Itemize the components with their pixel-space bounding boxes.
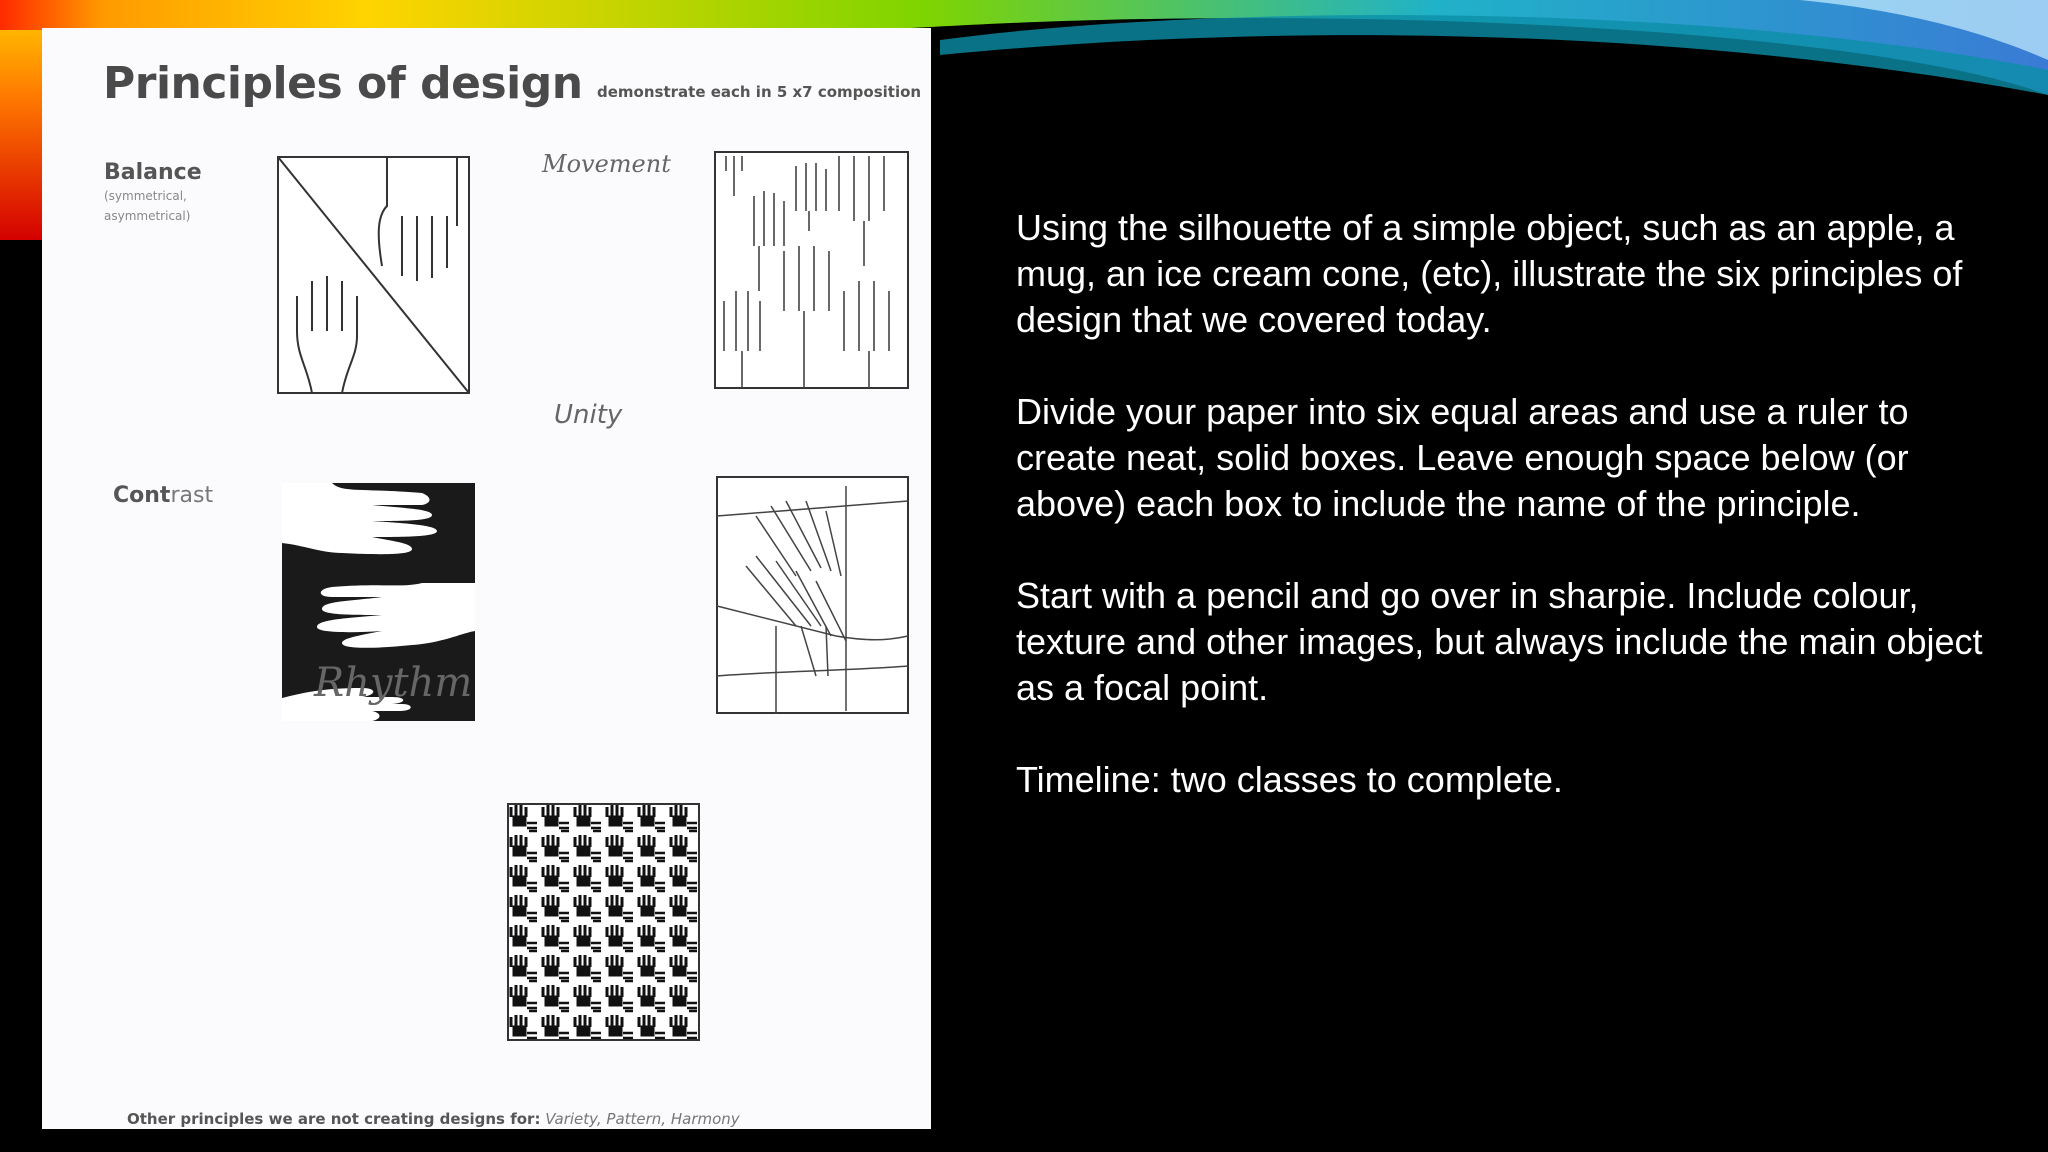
balance-box [277,156,470,394]
repeating-hands-pattern-icon [507,803,700,1041]
balance-note-line1: (symmetrical, [104,189,187,203]
movement-box [714,151,909,389]
overlapping-hands-icon [716,476,909,714]
balance-note [104,186,190,226]
balance-note-line2: asymmetrical) [104,209,191,223]
instruction-paragraph-1: Using the silhouette of a simple object, such as an apple, a mug, an ice cream cone, (etc), illustrate the six principles of design that we covered today. [1016,207,1963,340]
rhythm-box [507,803,700,1041]
footer-note [127,1110,740,1128]
instruction-paragraph-3: Start with a pencil and go over in sharpie. Include colour, texture and other images, but always include the main object as a focal point. [1016,575,1983,708]
many-hands-icon [714,151,909,389]
unity-box [716,476,909,714]
worksheet-title: Principles of design [103,58,583,109]
footer-note-items: Variety, Pattern, Harmony [545,1110,740,1128]
movement-label: Movement [542,150,671,178]
contrast-label [113,483,213,508]
contrast-label-light: rast [170,483,214,508]
instruction-paragraph-4: Timeline: two classes to complete. [1016,759,1563,800]
contrast-label-bold: Cont [113,483,171,508]
worksheet-page [42,28,931,1129]
hand-silhouette-diagonal-icon [277,156,470,394]
unity-label: Unity [554,400,623,430]
worksheet-subtitle: demonstrate each in 5 x7 composition [597,83,922,101]
footer-note-lead: Other principles we are not creating designs for: [127,1110,541,1128]
instructions-text [1016,205,2016,849]
balance-label: Balance [104,160,202,185]
instruction-paragraph-2: Divide your paper into six equal areas and use a ruler to create neat, solid boxes. Leave enough space below (or above) each box to include the name of the principle. [1016,391,1909,524]
rhythm-label: Rhythm [314,660,473,706]
